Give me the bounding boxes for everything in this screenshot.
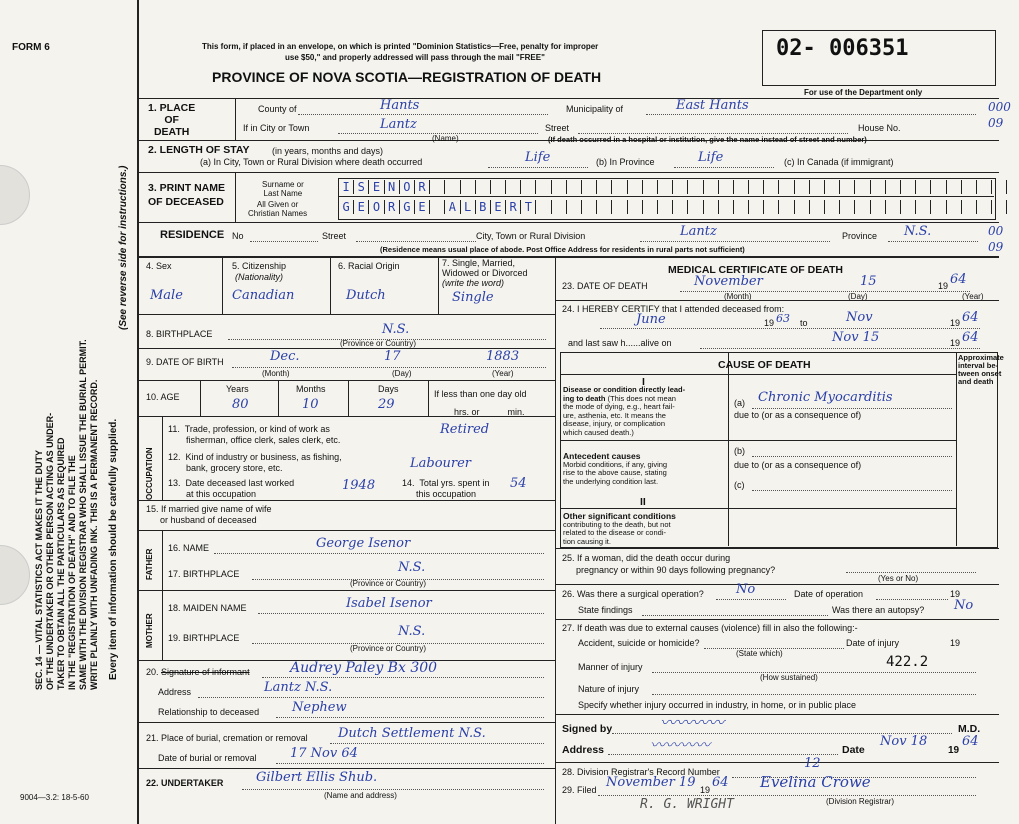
race-value: Dutch: [346, 288, 386, 303]
house-label: House No.: [858, 123, 901, 133]
name-cell: E: [369, 180, 384, 194]
name-cell: A: [445, 200, 460, 214]
name-cell: [1007, 200, 1019, 214]
name-cell: [1007, 180, 1019, 194]
relationship-value: Nephew: [292, 700, 347, 715]
punch-hole-bottom: [0, 545, 30, 605]
footer-code: 9004—3.2: 18-5-60: [20, 793, 89, 802]
given-label: All Given or Christian Names: [248, 200, 308, 218]
name-cell: [430, 200, 445, 214]
registrar-stamp: R. G. WRIGHT: [640, 797, 734, 812]
name-cell: [825, 180, 840, 194]
name-cell: [597, 180, 612, 194]
last-worked-value: 1948: [342, 478, 376, 493]
record-number-label: 28. Division Registrar's Record Number: [562, 767, 720, 777]
residence-label: RESIDENCE: [160, 229, 225, 241]
stay-b-label: (b) In Province: [596, 157, 655, 167]
q14-label: 14. Total yrs. spent in this occupation: [402, 478, 490, 499]
name-cell: [597, 200, 612, 214]
form-title: PROVINCE OF NOVA SCOTIA—REGISTRATION OF DEATH: [212, 69, 602, 85]
stay-hint: (in years, months and days): [272, 146, 384, 156]
md-label: M.D.: [958, 723, 981, 735]
left-border: [137, 0, 139, 824]
certify-label: 24. I HEREBY CERTIFY that I attended deceased from:: [562, 304, 785, 314]
mother-maiden-label: 18. MAIDEN NAME: [168, 603, 247, 613]
cause-title: CAUSE OF DEATH: [718, 359, 811, 371]
attended-from-year: 63: [776, 312, 790, 325]
burial-date-value: 17 Nov 64: [290, 746, 358, 761]
margin-code-2: 09: [988, 116, 1004, 130]
physician-address-label: Address: [562, 744, 605, 756]
city-value: Lantz: [380, 117, 417, 132]
stay-c-label: (c) In Canada (if immigrant): [784, 157, 894, 167]
accident-label: Accident, suicide or homicide?: [578, 638, 700, 648]
given-cells: [339, 200, 1019, 214]
stay-a-value: Life: [525, 150, 551, 165]
from-year-prefix: 19: [764, 318, 775, 328]
birthplace-label: 8. BIRTHPLACE: [146, 329, 213, 339]
name-cell: G: [339, 200, 354, 214]
name-cell: [825, 200, 840, 214]
name-cell: T: [521, 200, 536, 214]
form-number: FORM 6: [12, 42, 50, 53]
name-cell: B: [476, 200, 491, 214]
name-cell: [779, 180, 794, 194]
name-cell: [582, 200, 597, 214]
signed-year-prefix: 19: [948, 745, 960, 756]
dob-day: 17: [384, 349, 401, 364]
dob-label: 9. DATE OF BIRTH: [146, 357, 224, 367]
death-year-prefix: 19: [938, 281, 949, 291]
name-cell: L: [461, 200, 476, 214]
father-birthplace-label: 17. BIRTHPLACE: [168, 569, 240, 579]
record-number: 12: [804, 756, 821, 771]
name-cell: [779, 200, 794, 214]
county-value: Hants: [380, 98, 420, 113]
how-sustained-hint: (How sustained): [760, 673, 818, 682]
q25-label: 25. If a woman, did the death occur during pregnancy or within 90 days following pregnancy?: [562, 553, 776, 575]
signed-year: 64: [962, 734, 979, 749]
county-label: County of: [258, 104, 297, 114]
informant-address-label: Address: [158, 687, 192, 697]
name-cell: [628, 200, 643, 214]
name-cell: E: [415, 200, 430, 214]
filed-year-prefix: 19: [700, 785, 711, 795]
city-label: If in City or Town: [243, 123, 310, 133]
manner-label: Manner of injury: [578, 662, 643, 672]
state-which-hint: (State which): [736, 649, 783, 658]
section-14-notice: SEC. 14 — VITAL STATISTICS ACT MAKES IT THE DUTY OF THE UNDERTAKER OR OTHER PERSON ACTING AS UNDER- TAKER TO OBTAIN ALL THE PARTICULARS AS REQUIRED IN THE "REGISTRATION OF DEATH" AND TO FILE THE SAME WITH THE DIVISION REGISTRAR WHO SHALL ISSUE THE BURIAL PERMIT. WRITE PLAINLY WITH UNFADING INK. THIS IS A PERMANENT RECORD.: [34, 339, 99, 690]
dob-year-hint: (Year): [492, 369, 514, 378]
name-cell: [992, 200, 1007, 214]
name-cell: [688, 200, 703, 214]
registrar-signature: Evelina Crowe: [760, 773, 871, 791]
q12-label: 12. Kind of industry or business, as fishing, bank, grocery store, etc.: [168, 452, 342, 473]
date-of-death-label: 23. DATE OF DEATH: [562, 281, 648, 291]
surname-label: Surname or Last Name: [262, 180, 304, 198]
father-side-label: FATHER: [145, 548, 154, 580]
name-label: 3. PRINT NAME OF DECEASED: [148, 182, 226, 208]
residence-province-label: Province: [842, 231, 878, 241]
informant-signature: Audrey Paley Bx 300: [290, 660, 438, 676]
name-cell: [491, 180, 506, 194]
injury-date-label: Date of injury: [846, 638, 900, 648]
interval-label: Approximate interval be- tween onset and death: [958, 353, 1004, 386]
roman-two: II: [640, 496, 646, 508]
name-cell: [612, 200, 627, 214]
name-cell: [552, 200, 567, 214]
name-cell: [536, 200, 551, 214]
name-cell: [977, 200, 992, 214]
residence-note: (Residence means usual place of abode. Post Office Address for residents in rural parts not sufficient): [380, 245, 745, 254]
to-year-prefix: 19: [950, 318, 961, 328]
spouse-label: 15. If married give name of wife or husband of deceased: [146, 504, 272, 525]
father-birthplace-value: N.S.: [398, 560, 426, 575]
name-cell: [704, 200, 719, 214]
name-cell: [445, 180, 460, 194]
name-cell: [977, 180, 992, 194]
name-cell: [673, 180, 688, 194]
total-years-value: 54: [510, 476, 527, 491]
cause-a-value: Chronic Myocarditis: [758, 390, 893, 405]
signed-date: Nov 18: [880, 734, 928, 749]
margin-code-4: 09: [988, 240, 1004, 254]
name-cell: R: [385, 200, 400, 214]
q26-label: 26. Was there a surgical operation?: [562, 589, 704, 599]
due-to-1: due to (or as a consequence of): [734, 410, 862, 420]
burial-date-label: Date of burial or removal: [158, 753, 257, 763]
trade-value: Retired: [440, 422, 490, 437]
citizenship-value: Canadian: [232, 288, 295, 303]
name-cell: [734, 180, 749, 194]
name-cell: [536, 180, 551, 194]
mother-birthplace-label: 19. BIRTHPLACE: [168, 633, 240, 643]
name-cell: [719, 180, 734, 194]
department-use: For use of the Department only: [804, 88, 923, 97]
due-to-2: due to (or as a consequence of): [734, 460, 862, 470]
name-cell: [688, 180, 703, 194]
name-cell: [567, 200, 582, 214]
physician-signature: 〰〰〰〰: [660, 713, 725, 732]
specify-label: Specify whether injury occurred in industry, in home, or in public place: [578, 700, 856, 710]
death-year-hint: (Year): [962, 292, 984, 301]
name-cell: O: [400, 180, 415, 194]
status-value: Single: [452, 290, 494, 305]
name-cell: [795, 200, 810, 214]
manner-code: 422.2: [886, 654, 929, 670]
municipality-label: Municipality of: [566, 104, 624, 114]
name-cell: [704, 180, 719, 194]
mother-birthplace-hint: (Province or Country): [350, 644, 427, 653]
last-saw-label: and last saw h......alive on: [568, 338, 672, 348]
race-label: 6. Racial Origin: [338, 261, 400, 271]
sex-value: Male: [150, 288, 183, 303]
op-date-label: Date of operation: [794, 589, 864, 599]
filed-date: November 19: [606, 775, 696, 790]
name-cell: [612, 180, 627, 194]
op-year-prefix: 19: [950, 589, 961, 599]
burial-place-value: Dutch Settlement N.S.: [338, 726, 486, 741]
cause-c-label: (c): [734, 480, 745, 490]
q27-label: 27. If death was due to external causes (violence) fill in also the following:-: [562, 623, 858, 633]
residence-province-value: N.S.: [904, 224, 932, 239]
name-cell: [673, 200, 688, 214]
death-month-hint: (Month): [724, 292, 752, 301]
cause-a-label: (a): [734, 398, 745, 408]
place-label: 1. PLACE OF DEATH: [148, 102, 196, 138]
name-cell: [947, 180, 962, 194]
name-cell: [658, 200, 673, 214]
name-cell: [886, 200, 901, 214]
medical-title: MEDICAL CERTIFICATE OF DEATH: [668, 264, 843, 276]
stay-b-value: Life: [698, 150, 724, 165]
disease-label: Disease or condition directly lead- ing to death (This does not mean the mode of dying, e.g., heart fail- ure, asthenia, etc. It means the disease, injury, or complication which caused death.): [563, 385, 686, 437]
name-cell: [962, 180, 977, 194]
q13-label: 13. Date deceased last worked at this occupation: [168, 478, 295, 499]
name-cell: [764, 200, 779, 214]
name-cell: E: [491, 200, 506, 214]
name-cell: [476, 180, 491, 194]
name-cell: [749, 200, 764, 214]
injury-year-prefix: 19: [950, 638, 961, 648]
name-cell: [840, 180, 855, 194]
margin-code-3: 00: [988, 224, 1004, 238]
informant-address: Lantz N.S.: [264, 680, 333, 695]
name-cell: [916, 200, 931, 214]
name-cell: [886, 180, 901, 194]
name-cell: [764, 180, 779, 194]
stay-a-label: (a) In City, Town or Rural Division where death occurred: [200, 157, 423, 167]
father-name-value: George Isenor: [316, 536, 411, 551]
last-saw-date: Nov 15: [832, 330, 880, 345]
name-cell: [931, 200, 946, 214]
findings-label: State findings: [578, 605, 633, 615]
mail-notice: This form, if placed in an envelope, on which is printed "Dominion Statistics—Free, penalty for improper: [202, 42, 599, 51]
attended-to-year: 64: [962, 310, 979, 325]
name-cell: [582, 180, 597, 194]
residence-street-label: Street: [322, 231, 347, 241]
name-cell: [658, 180, 673, 194]
dob-year: 1883: [486, 349, 520, 364]
dob-day-hint: (Day): [392, 369, 412, 378]
citizenship-label: 5. Citizenship (Nationality): [232, 261, 287, 282]
name-cell: [749, 180, 764, 194]
name-cell: [992, 180, 1007, 194]
mother-birthplace-value: N.S.: [398, 624, 426, 639]
father-birthplace-hint: (Province or Country): [350, 579, 427, 588]
name-cell: [567, 180, 582, 194]
residence-city-value: Lantz: [680, 224, 717, 239]
less-than-day-label: If less than one day old hrs. or min.: [434, 389, 527, 417]
name-cell: G: [400, 200, 415, 214]
name-cell: [962, 200, 977, 214]
death-year: 64: [950, 272, 967, 287]
name-cell: [461, 180, 476, 194]
signed-date-label: Date: [842, 744, 865, 756]
surgery-value: No: [736, 582, 756, 597]
stay-label: 2. LENGTH OF STAY: [148, 144, 250, 156]
name-cell: [855, 180, 870, 194]
birthplace-hint: (Province or Country): [340, 339, 417, 348]
name-cell: [855, 200, 870, 214]
industry-value: Labourer: [410, 456, 472, 471]
name-hint: (Name): [432, 134, 459, 143]
physician-address-scrawl: 〰〰〰〰: [650, 736, 711, 754]
filed-year: 64: [712, 775, 729, 790]
other-conditions-label: Other significant conditions contributing to the death, but not related to the disease or condi- tion causing it.: [563, 511, 676, 546]
name-cell: R: [415, 180, 430, 194]
relationship-label: Relationship to deceased: [158, 707, 260, 717]
last-year-prefix: 19: [950, 338, 961, 348]
father-name-label: 16. NAME: [168, 543, 210, 553]
dob-month-hint: (Month): [262, 369, 290, 378]
street-label: Street: [545, 123, 570, 133]
age-years-value: 80: [232, 397, 249, 412]
age-days-label: Days: [378, 384, 399, 394]
burial-place-label: 21. Place of burial, cremation or removal: [146, 733, 308, 743]
dob-month: Dec.: [270, 349, 300, 364]
name-cell: [840, 200, 855, 214]
attended-to-label: to: [800, 318, 808, 328]
registration-number: 02- 006351: [776, 36, 909, 61]
surname-cells: [339, 180, 1019, 194]
undertaker-hint: (Name and address): [324, 791, 397, 800]
last-saw-year: 64: [962, 330, 979, 345]
name-cell: [871, 180, 886, 194]
name-cell: [430, 180, 445, 194]
residence-no-label: No: [232, 231, 244, 241]
attended-to: Nov: [846, 310, 873, 325]
name-cell: [810, 200, 825, 214]
name-cell: N: [385, 180, 400, 194]
name-cell: [506, 180, 521, 194]
name-cell: [916, 180, 931, 194]
death-day: 15: [860, 274, 877, 289]
sex-label: 4. Sex: [146, 261, 172, 271]
name-cell: [871, 200, 886, 214]
name-cell: S: [354, 180, 369, 194]
reverse-notice: (See reverse side for instructions.): [118, 165, 129, 330]
status-label: 7. Single, Married, Widowed or Divorced (write the word): [442, 258, 528, 288]
registrar-hint: (Division Registrar): [826, 797, 895, 806]
nature-label: Nature of injury: [578, 684, 640, 694]
name-cell: R: [506, 200, 521, 214]
q11-label: 11. Trade, profession, or kind of work as fisherman, office clerk, sales clerk, etc.: [168, 424, 341, 445]
age-months-value: 10: [302, 397, 319, 412]
age-years-label: Years: [226, 384, 249, 394]
undertaker-label: 22. UNDERTAKER: [146, 778, 224, 788]
punch-hole-top: [0, 165, 30, 225]
autopsy-value: No: [954, 598, 974, 613]
name-cell: [947, 200, 962, 214]
name-cell: [719, 200, 734, 214]
name-cell: [521, 180, 536, 194]
name-cell: I: [339, 180, 354, 194]
filed-label: 29. Filed: [562, 785, 597, 795]
age-label: 10. AGE: [146, 392, 180, 402]
name-cell: [643, 180, 658, 194]
name-cell: [901, 200, 916, 214]
yes-no-hint: (Yes or No): [878, 574, 919, 583]
name-cell: E: [354, 200, 369, 214]
occupation-side-label: OCCUPATION: [145, 447, 154, 500]
attended-from: June: [636, 312, 666, 327]
name-cell: [552, 180, 567, 194]
roman-one: I: [642, 376, 645, 388]
name-cell: [931, 180, 946, 194]
age-days-value: 29: [378, 397, 395, 412]
residence-city-label: City, Town or Rural Division: [476, 231, 586, 241]
name-cell: O: [369, 200, 384, 214]
birthplace-value: N.S.: [382, 322, 410, 337]
margin-code-1: 000: [988, 100, 1011, 114]
antecedent-label: Antecedent causes Morbid conditions, if any, giving rise to the above cause, stating the underlying condition last.: [563, 451, 668, 486]
death-month: November: [694, 274, 763, 289]
supply-notice: Every item of information should be carefully supplied.: [108, 418, 119, 680]
name-cell: [810, 180, 825, 194]
death-day-hint: (Day): [848, 292, 868, 301]
name-cell: [795, 180, 810, 194]
name-cell: [643, 200, 658, 214]
age-months-label: Months: [296, 384, 326, 394]
autopsy-label: Was there an autopsy?: [832, 605, 925, 615]
mail-notice-2: use $50," and properly addressed will pass through the mail "FREE": [285, 53, 545, 62]
signed-label: Signed by: [562, 723, 613, 735]
municipality-value: East Hants: [676, 98, 749, 113]
name-cell: [628, 180, 643, 194]
cause-b-label: (b): [734, 446, 745, 456]
mother-maiden-value: Isabel Isenor: [346, 596, 432, 611]
hospital-note: (If death occurred in a hospital or institution, give the name instead of street and number): [548, 135, 867, 144]
mother-side-label: MOTHER: [145, 613, 154, 648]
name-cell: [734, 200, 749, 214]
informant-label: 20. Signature of informant: [146, 667, 250, 677]
name-cell: [901, 180, 916, 194]
undertaker-value: Gilbert Ellis Shub.: [256, 770, 378, 785]
